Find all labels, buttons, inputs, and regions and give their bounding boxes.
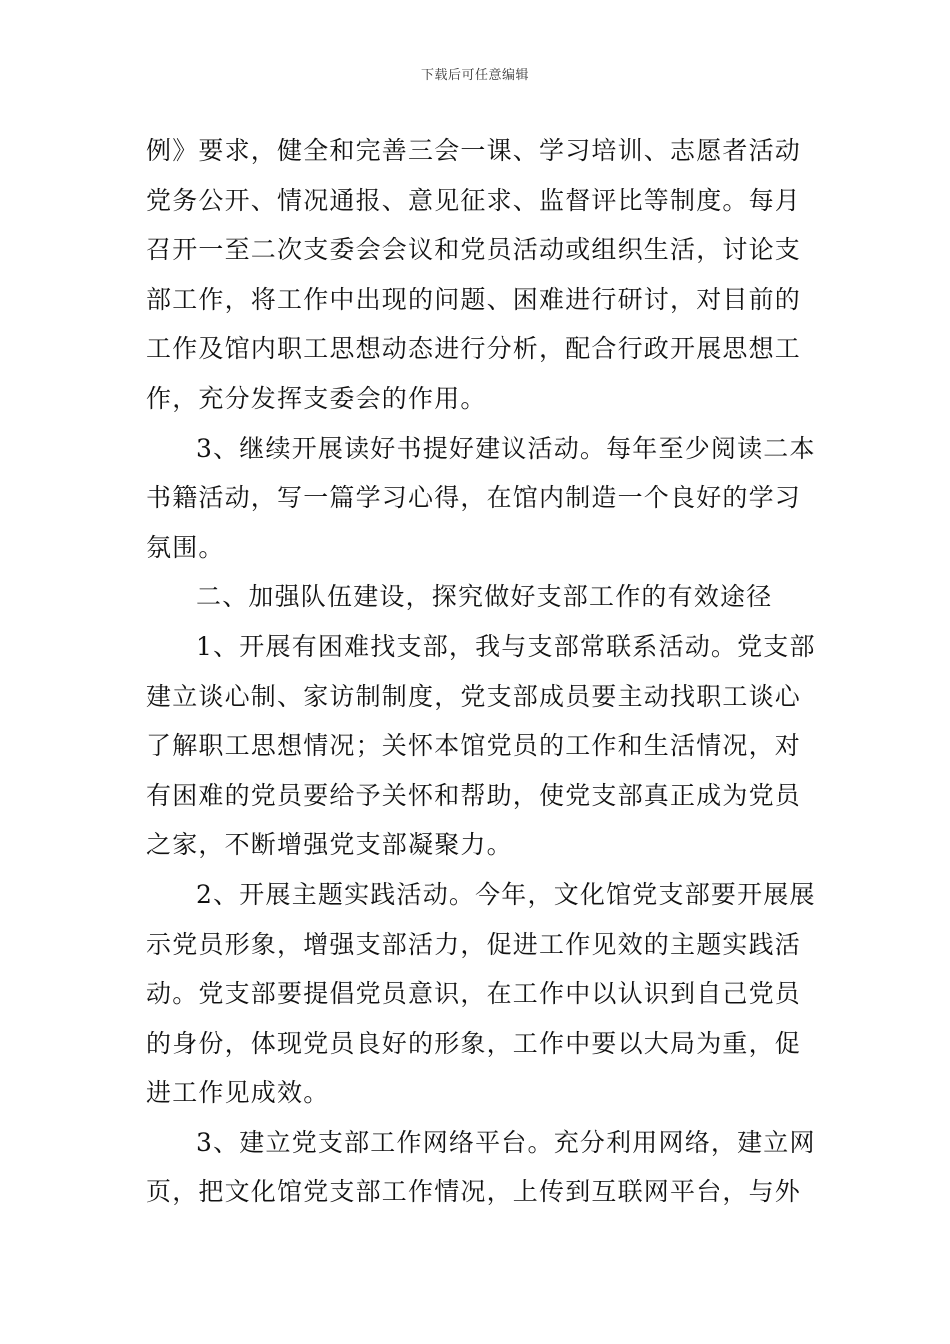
- section-heading: 二、加强队伍建设，探究做好支部工作的有效途径: [196, 582, 773, 612]
- text-line: 作，充分发挥支委会的作用。: [146, 383, 487, 413]
- text-line: 2、开展主题实践活动。今年，文化馆党支部要开展展: [196, 879, 816, 909]
- text-line: 3、建立党支部工作网络平台。充分利用网络，建立网: [196, 1127, 816, 1157]
- text-line: 动。党支部要提倡党员意识，在工作中以认识到自己党员: [146, 979, 802, 1009]
- text-line: 氛围。: [146, 532, 225, 562]
- page-header: 下载后可任意编辑: [420, 68, 529, 83]
- text-line: 召开一至二次支委会会议和党员活动或组织生活，讨论支: [146, 235, 802, 265]
- text-line: 党务公开、情况通报、意见征求、监督评比等制度。每月: [146, 185, 802, 215]
- text-line: 书籍活动，写一篇学习心得，在馆内制造一个良好的学习: [146, 483, 802, 513]
- text-line: 了解职工思想情况；关怀本馆党员的工作和生活情况，对: [146, 731, 802, 761]
- text-line: 部工作，将工作中出现的问题、困难进行研讨，对目前的: [146, 284, 802, 314]
- text-line: 之家，不断增强党支部凝聚力。: [146, 830, 513, 860]
- document-body: [146, 126, 816, 1217]
- text-line: 进工作见成效。: [146, 1078, 330, 1108]
- text-line: 的身份，体现党员良好的形象，工作中要以大局为重，促: [146, 1028, 802, 1058]
- text-line: 示党员形象，增强支部活力，促进工作见效的主题实践活: [146, 929, 802, 959]
- text-line: 例》要求，健全和完善三会一课、学习培训、志愿者活动: [146, 136, 802, 165]
- text-line: 有困难的党员要给予关怀和帮助，使党支部真正成为党员: [146, 780, 802, 810]
- text-line: 工作及馆内职工思想动态进行分析，配合行政开展思想工: [146, 334, 802, 364]
- text-line: 页，把文化馆党支部工作情况，上传到互联网平台，与外: [146, 1177, 802, 1207]
- text-line: 建立谈心制、家访制制度，党支部成员要主动找职工谈心: [146, 681, 802, 711]
- text-line: 3、继续开展读好书提好建议活动。每年至少阅读二本: [196, 433, 816, 463]
- text-line: 1、开展有困难找支部，我与支部常联系活动。党支部: [196, 631, 816, 661]
